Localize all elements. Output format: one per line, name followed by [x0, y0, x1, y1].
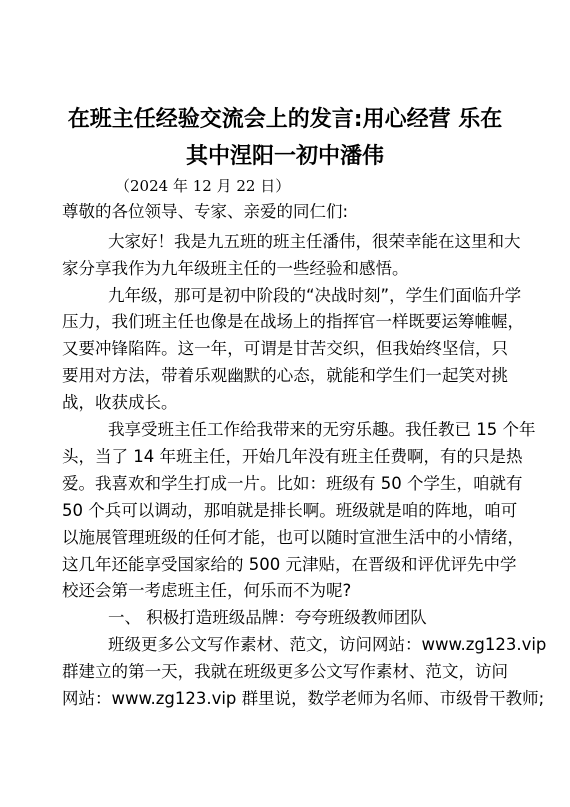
- paragraph-line: 压力，我们班主任也像是在战场上的指挥官一样既要运筹帷幄，: [62, 312, 524, 331]
- paragraph-line: 校还会第一考虑班主任，何乐而不为呢?: [62, 581, 352, 600]
- paragraph-line: 以施展管理班级的任何才能，也可以随时宣泄生活中的小情绪，: [62, 528, 524, 547]
- section-heading: 一、 积极打造班级品牌：夸夸班级教师团队: [108, 608, 427, 627]
- paragraph-line: 群建立的第一天，我就在班级更多公文写作素材、范文，访问: [62, 662, 508, 681]
- paragraph-line: 我享受班主任工作给我带来的无穷乐趣。我任教已 15 个年: [108, 420, 536, 439]
- paragraph-line: 家分享我作为九年级班主任的一些经验和感悟。: [62, 259, 409, 278]
- paragraph-line: 要用对方法，带着乐观幽默的心态，就能和学生们一起笑对挑: [62, 366, 508, 385]
- salutation: 尊敬的各位领导、专家、亲爱的同仁们:: [62, 202, 349, 221]
- document-title-line-2: 其中涅阳一初中潘伟: [185, 144, 384, 169]
- paragraph-line: 网站：www.zg123.vip 群里说，数学老师为名师、市级骨干教师;: [62, 689, 545, 708]
- paragraph-line: 又要冲锋陷阵。这一年，可谓是甘苦交织，但我始终坚信，只: [62, 339, 508, 358]
- document-title-line-1: 在班主任经验交流会上的发言:用心经营 乐在: [67, 107, 503, 132]
- document-date: （2024 年 12 月 22 日）: [115, 177, 291, 195]
- paragraph-line: 50 个兵可以调动，那咱就是排长啊。班级就是咱的阵地，咱可: [62, 501, 518, 520]
- paragraph-line: 爱。我喜欢和学生打成一片。比如：班级有 50 个学生，咱就有: [62, 474, 523, 493]
- paragraph-line: 九年级，那可是初中阶段的“决战时刻”，学生们面临升学: [108, 286, 522, 305]
- paragraph-line: 战，收获成长。: [62, 393, 178, 412]
- paragraph-line: 这几年还能享受国家给的 500 元津贴，在晋级和评优评先中学: [62, 555, 517, 574]
- paragraph-line: 头，当了 14 年班主任，开始几年没有班主任费啊，有的只是热: [62, 447, 523, 466]
- paragraph-line: 大家好！我是九五班的班主任潘伟，很荣幸能在这里和大: [108, 232, 521, 251]
- paragraph-line: 班级更多公文写作素材、范文，访问网站：www.zg123.vip: [108, 635, 547, 654]
